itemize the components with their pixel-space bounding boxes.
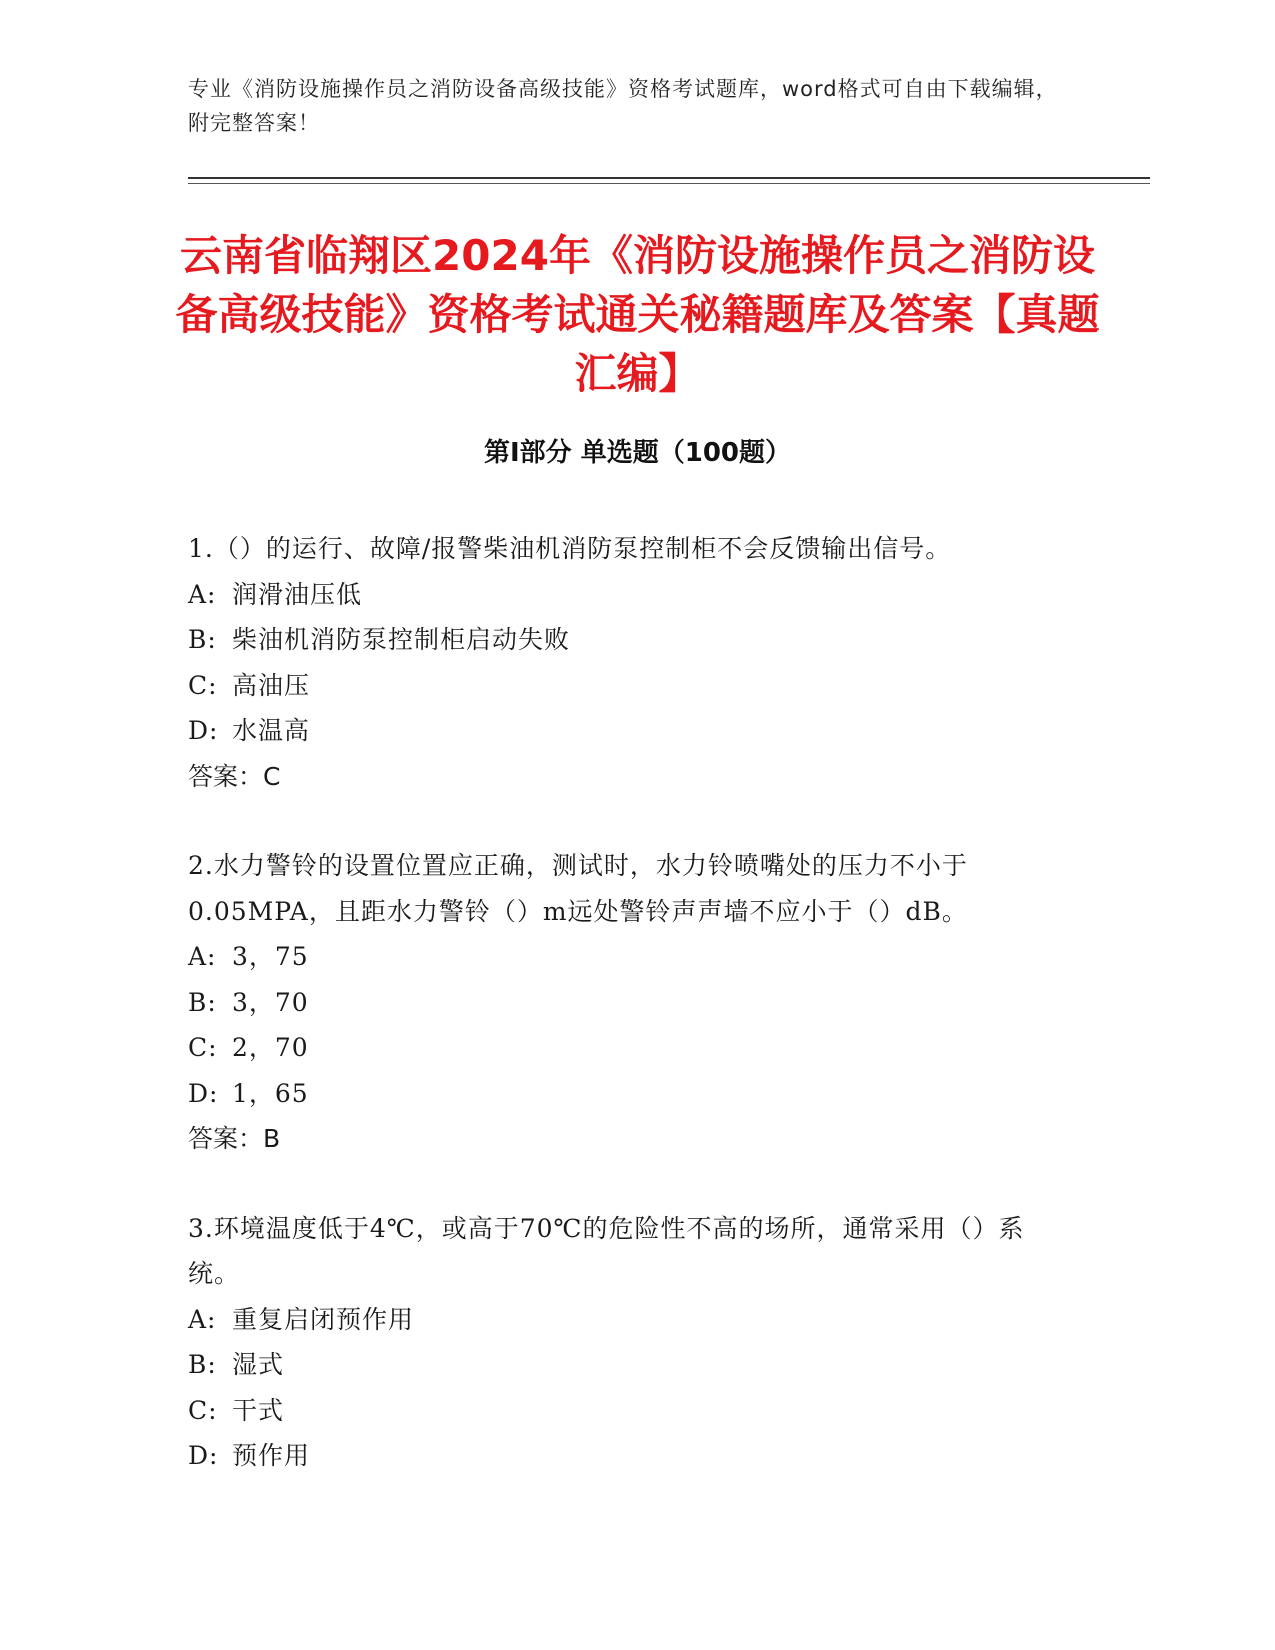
answer-line [188,1116,1068,1162]
header-divider-thin [188,183,1150,184]
option-key: C: [188,1395,218,1425]
option-text: 湿式 [232,1350,285,1379]
answer-line [188,754,1068,800]
option-key: A: [188,942,217,971]
option-text: 润滑油压低 [232,579,363,609]
option-text: 3，70 [232,987,309,1017]
option-b [188,980,1068,1026]
option-a [188,934,1068,980]
header-divider [188,177,1150,179]
option-c [188,1388,1068,1434]
option-text: 高油压 [232,670,311,700]
answer-value: B [263,1124,281,1153]
option-key: B: [188,987,217,1017]
option-key: D: [188,1441,219,1470]
option-b [188,1342,1068,1388]
answer-value: C [263,761,281,791]
option-b [188,617,1068,663]
question-2 [188,843,1068,1162]
option-key: B: [188,625,217,654]
option-text: 1，65 [232,1078,309,1108]
option-key: A: [188,1304,217,1334]
answer-prefix: 答案： [188,761,264,791]
document-title: 云南省临翔区2024年《消防设施操作员之消防设备高级技能》资格考试通关秘籍题库及答案【真题汇编】 [175,231,1100,398]
option-text: 2，70 [232,1033,309,1062]
answer-prefix: 答案： [188,1124,264,1153]
option-a [188,572,1068,618]
option-d [188,708,1068,754]
option-text: 预作用 [232,1441,311,1470]
option-d [188,1433,1068,1479]
option-key: B: [188,1350,217,1379]
question-text: 1.（）的运行、故障/报警柴油机消防泵控制柜不会反馈输出信号。 [188,534,952,563]
option-text: 水温高 [232,716,311,745]
option-text: 柴油机消防泵控制柜启动失败 [232,625,571,654]
question-1 [188,526,1068,799]
question-text: 3.环境温度低于4℃，或高于70℃的危险性不高的场所，通常采用（）系统。 [188,1213,1025,1288]
option-key: A: [188,579,217,609]
option-text: 干式 [232,1395,285,1425]
section-title: 第Ⅰ部分 单选题（100题） [484,438,791,468]
option-key: C: [188,670,218,700]
header-note: 专业《消防设施操作员之消防设备高级技能》资格考试题库，word格式可自由下载编辑，附完整答案！ [188,77,1058,135]
question-list [188,526,1068,1523]
option-c [188,663,1068,709]
option-key: D: [188,1078,219,1108]
option-c [188,1025,1068,1071]
option-key: C: [188,1033,218,1062]
option-key: D: [188,716,219,745]
option-d [188,1071,1068,1117]
option-text: 3，75 [232,942,309,971]
question-3 [188,1206,1068,1479]
option-text: 重复启闭预作用 [232,1304,415,1334]
option-a [188,1297,1068,1343]
question-text: 2.水力警铃的设置位置应正确，测试时，水力铃喷嘴处的压力不小于0.05MPA，且距水力警铃（）m远处警铃声声墙不应小于（）dB。 [188,851,968,926]
